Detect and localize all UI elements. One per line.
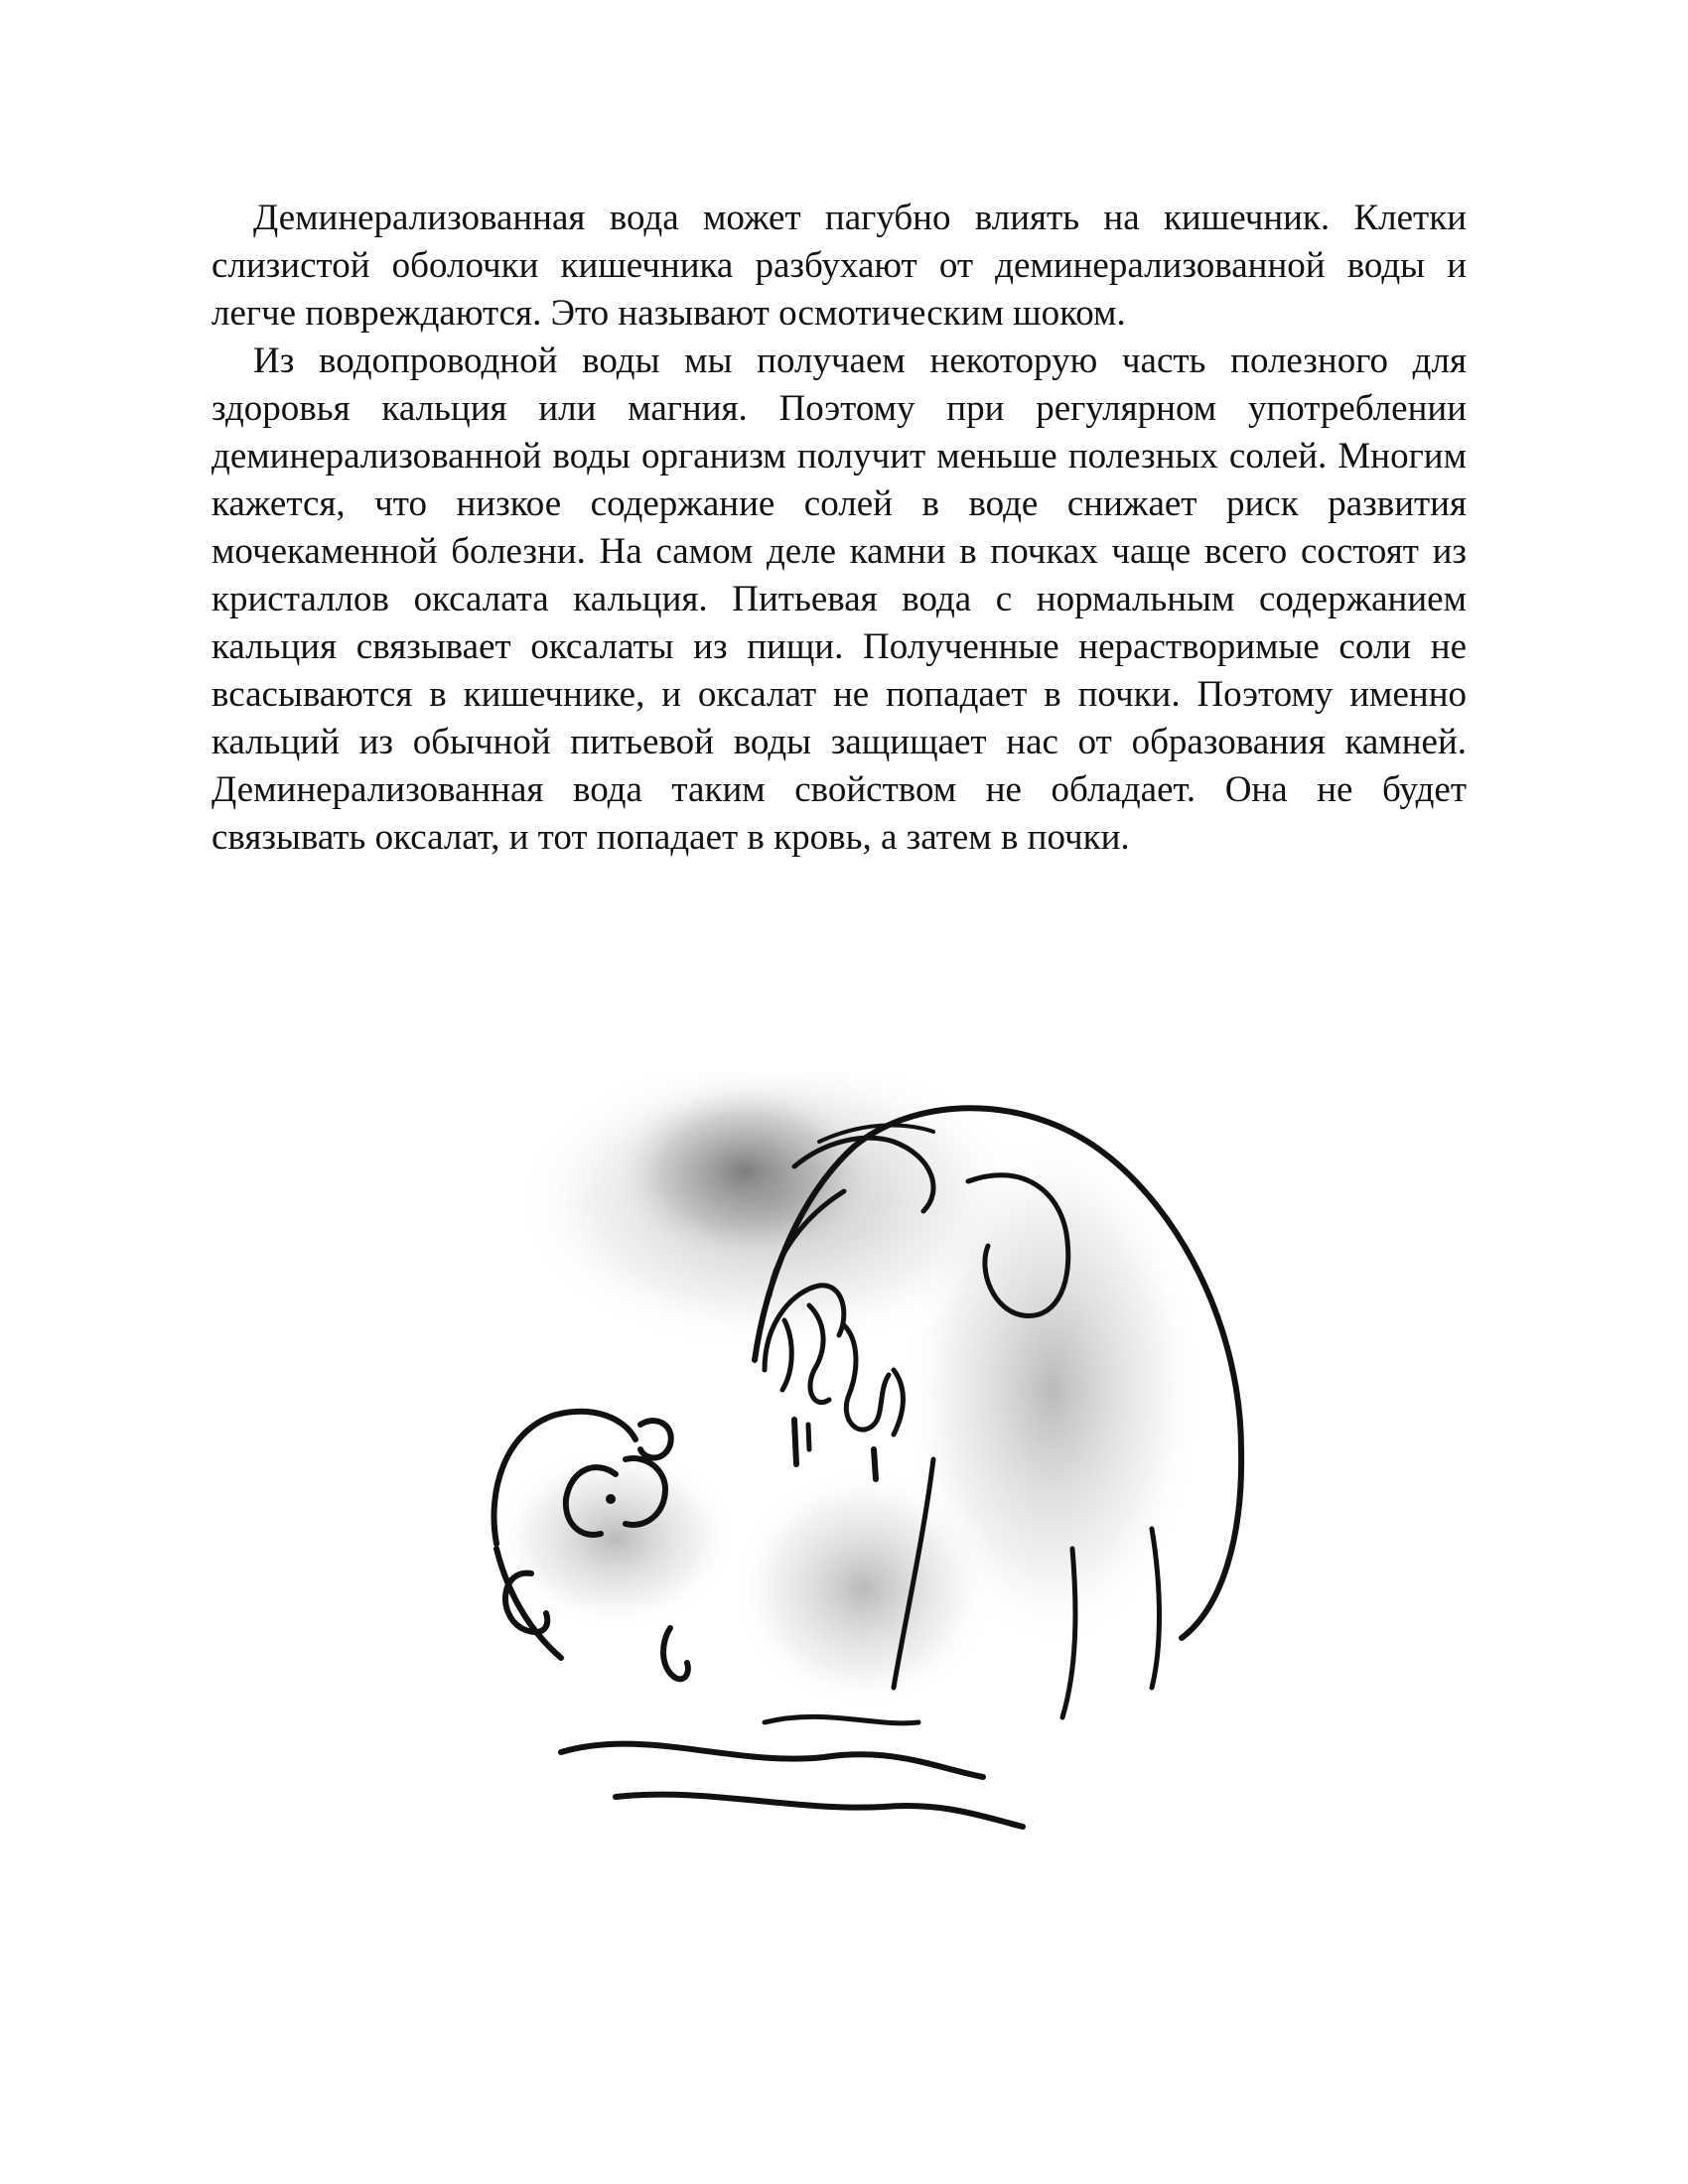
- paragraph-calcium-oxalate: Из водопроводной воды мы получаем некоторую часть полезного для здоровья кальция или магния. Поэтому при регулярном употреблении деминерализованной воды организм получит меньше полезных солей. Многим кажется, что низкое содержание солей в воде снижает риск развития мочекаменной болезни. На самом деле камни в почках чаще всего состоят из кристаллов оксалата кальция. Питьевая вода с нормальным содержанием кальция связывает оксалаты из пищи. Полученные нерастворимые соли не всасываются в кишечнике, и оксалат не попадает в почки. Поэтому именно кальций из обычной питьевой воды защищает нас от образования камней. Деминерализованная вода таким свойством не обладает. Она не будет связывать оксалат, и тот попадает в кровь, а затем в почки.: [211, 341, 1467, 858]
- paragraph-osmotic-shock: Деминерализованная вода может пагубно влиять на кишечник. Клетки слизистой оболочки кишечника разбухают от деминерализованной воды и легче повреждаются. Это называют осмотическим шоком.: [211, 198, 1467, 334]
- water-wave-drowning-person-drawing-icon: [467, 1072, 1281, 1846]
- water-wave-illustration: [467, 1072, 1281, 1846]
- body-text: [211, 195, 1467, 862]
